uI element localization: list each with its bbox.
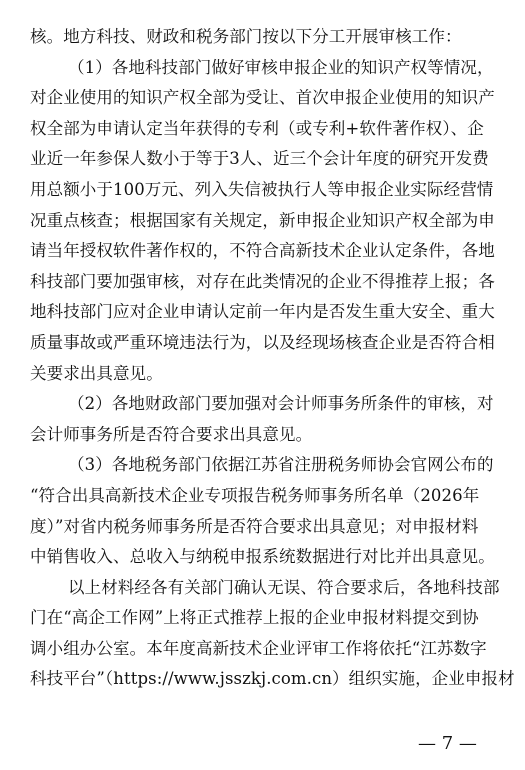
text-line: 用总额小于100万元、列入失信被执行人等申报企业实际经营情 xyxy=(30,179,494,199)
paragraph-start-line: （2）各地财政部门要加强对会计师事务所条件的审核，对 xyxy=(68,394,494,414)
text-line: 科技平台”（https://www.jsszkj.com.cn）组织实施，企业申报材 xyxy=(30,669,515,689)
text-line: 请当年授权软件著作权的，不符合高新技术企业认定条件，各地 xyxy=(30,241,495,261)
paragraph-start-line: （3）各地税务部门依据江苏省注册税务师协会官网公布的 xyxy=(68,455,494,475)
document-body xyxy=(30,22,515,695)
text-line: 会计师事务所是否符合要求出具意见。 xyxy=(30,424,313,444)
paragraph-start-line: 以上材料经各有关部门确认无误、符合要求后，各地科技部 xyxy=(68,577,500,597)
text-line: 关要求出具意见。 xyxy=(30,363,163,383)
text-line: 调小组办公室。本年度高新技术企业评审工作将依托“江苏数字 xyxy=(30,638,487,658)
text-line: 中销售收入、总收入与纳税申报系统数据进行对比并出具意见。 xyxy=(30,547,495,567)
text-line: 科技部门要加强审核，对存在此类情况的企业不得推荐上报；各 xyxy=(30,271,495,291)
text-line: 地科技部门应对企业申请认定前一年内是否发生重大安全、重大 xyxy=(30,302,495,322)
text-line: 况重点核查；根据国家有关规定，新申报企业知识产权全部为申 xyxy=(30,210,495,230)
text-line: 对企业使用的知识产权全部为受让、首次申报企业使用的知识产 xyxy=(30,88,495,108)
paragraph-start-line: （1）各地科技部门做好审核申报企业的知识产权等情况， xyxy=(68,57,494,77)
text-line: 核。地方科技、财政和税务部门按以下分工开展审核工作： xyxy=(30,27,462,46)
text-line: 权全部为申请认定当年获得的专利（或专利+软件著作权）、企 xyxy=(30,118,484,138)
text-line: 门在“高企工作网”上将正式推荐上报的企业申报材料提交到协 xyxy=(30,608,479,628)
text-line: “符合出具高新技术企业专项报告税务师事务所名单（2026年 xyxy=(30,485,480,505)
text-line: 业近一年参保人数小于等于3人、近三个会计年度的研究开发费 xyxy=(30,149,489,169)
text-line: 质量事故或严重环境违法行为，以及经现场核查企业是否符合相 xyxy=(30,332,495,352)
page-number: — 7 — xyxy=(418,733,477,754)
text-line: 度）”对省内税务师事务所是否符合要求出具意见；对申报材料 xyxy=(30,516,479,536)
